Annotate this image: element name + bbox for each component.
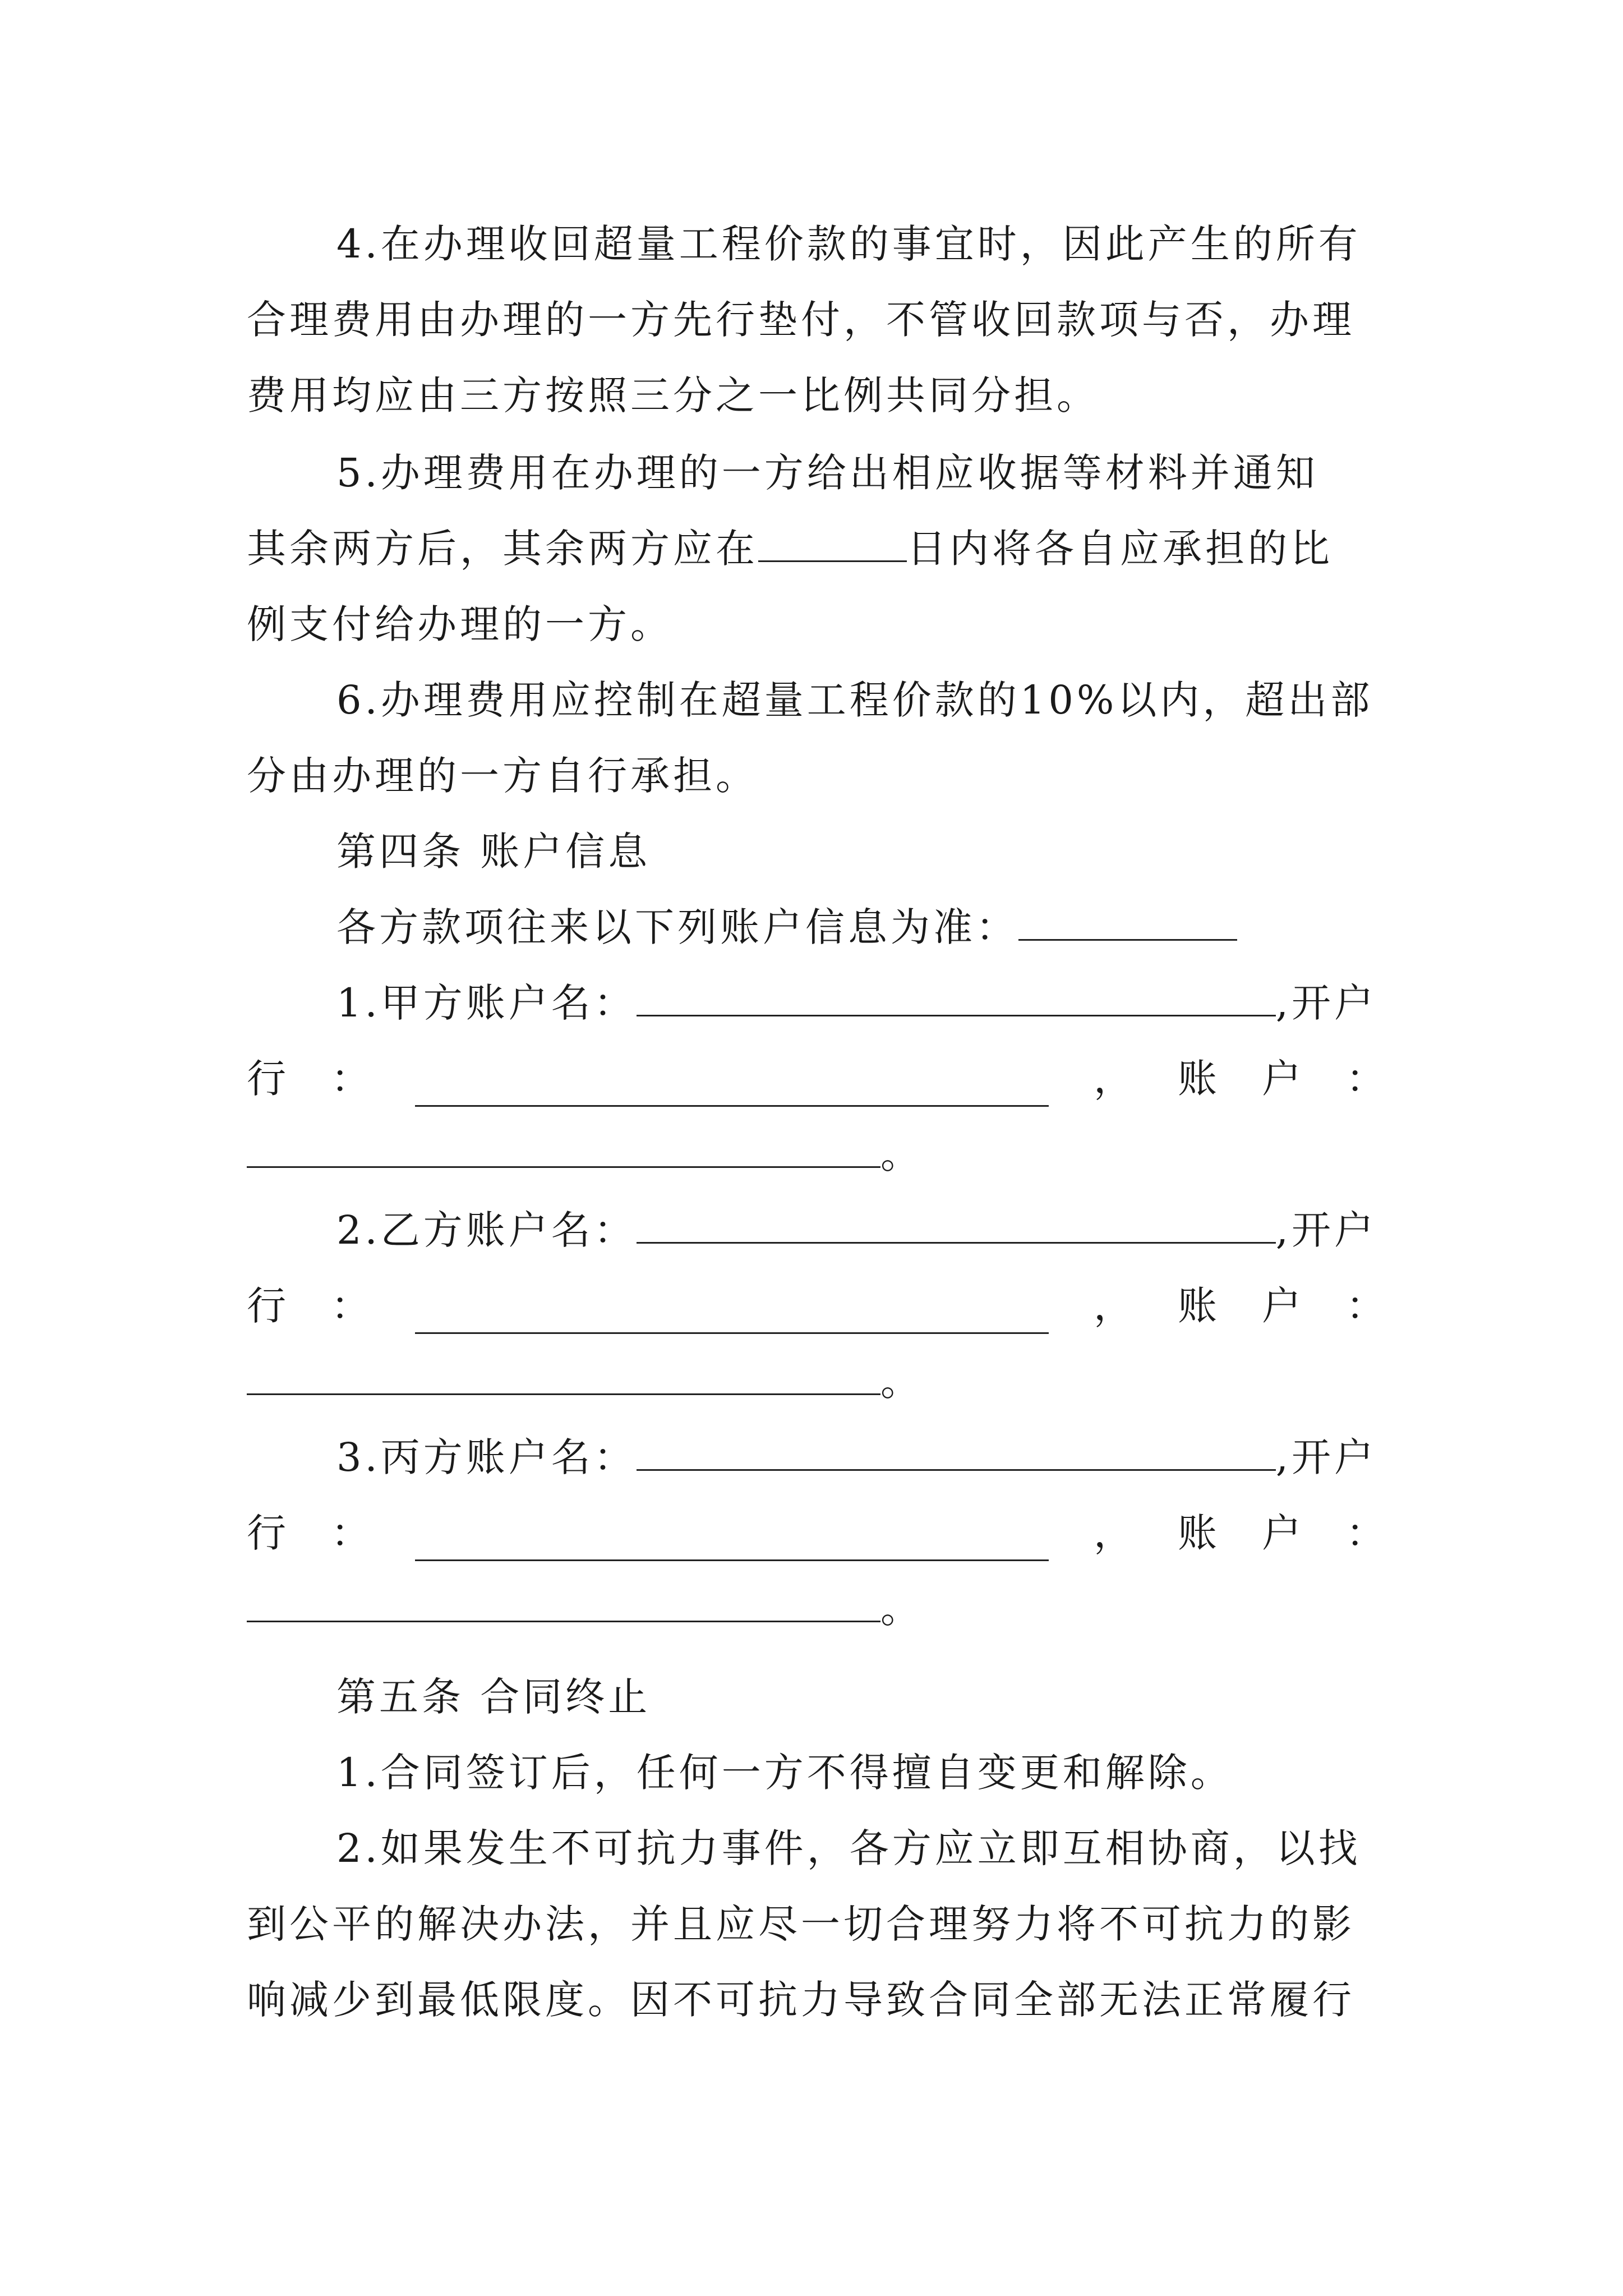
- account-1-bank-suffix: ,开户: [1275, 980, 1377, 1026]
- paragraph-4-line-3: 费用均应由三方按照三分之一比例共同分担。: [247, 372, 1099, 418]
- account-1-bank-label: 行: [247, 1056, 286, 1102]
- account-1-end: 。: [880, 1131, 923, 1177]
- paragraph-5-text-after-blank: 日内将各自应承担的比: [907, 526, 1333, 572]
- account-2-acct-colon: ：: [1346, 1283, 1385, 1329]
- account-2-name-blank: [637, 1207, 1276, 1244]
- account-3-bank-colon: ：: [331, 1510, 370, 1556]
- article-5-item-2-line-3: 响减少到最低限度。因不可抗力导致合同全部无法正常履行: [247, 1977, 1355, 2023]
- account-2-acct-label-2: 户: [1262, 1283, 1301, 1329]
- paragraph-4-line-1: 4.在办理收回超量工程价款的事宜时，因此产生的所有: [336, 221, 1361, 267]
- paragraph-4-line-2: 合理费用由办理的一方先行垫付，不管收回款项与否，办理: [247, 297, 1355, 343]
- paragraph-5-line-3: 例支付给办理的一方。: [247, 601, 673, 647]
- account-3-name-blank: [637, 1434, 1276, 1471]
- account-1-number-blank: [247, 1131, 880, 1168]
- article-5-item-2-line-2: 到公平的解决办法，并且应尽一切合理努力将不可抗力的影: [247, 1901, 1355, 1947]
- article-4-heading: 第四条 账户信息: [336, 829, 651, 875]
- account-2-name-label: 2.乙方账户名：: [336, 1207, 637, 1253]
- account-1-name-blank: [637, 980, 1276, 1016]
- account-3-end: 。: [880, 1586, 923, 1632]
- paragraph-5-line-2: [247, 521, 1385, 577]
- account-2-name-line: [336, 1202, 1385, 1258]
- account-3-acct-colon: ：: [1346, 1510, 1385, 1556]
- account-2-end: 。: [880, 1359, 923, 1405]
- article-5-item-1: 1.合同签订后，任何一方不得擅自变更和解除。: [336, 1750, 1233, 1796]
- account-3-acct-label-1: 账: [1178, 1510, 1217, 1556]
- account-2-bank-colon: ：: [331, 1283, 370, 1329]
- account-intro: [336, 899, 1385, 955]
- account-intro-blank: [1018, 904, 1237, 941]
- account-1-bank-line: [247, 1051, 1385, 1107]
- account-3-name-label: 3.丙方账户名：: [336, 1434, 637, 1480]
- paragraph-5-text-before-blank: 其余两方后，其余两方应在: [247, 526, 758, 572]
- account-1-comma: ，: [1094, 1056, 1133, 1102]
- account-1-number-line: [247, 1126, 1385, 1182]
- account-2-comma: ，: [1094, 1283, 1133, 1329]
- article-5-item-2-line-1: 2.如果发生不可抗力事件，各方应立即互相协商，以找: [336, 1825, 1361, 1871]
- account-2-number-line: [247, 1354, 1385, 1410]
- paragraph-6-line-2: 分由办理的一方自行承担。: [247, 753, 758, 799]
- account-intro-text: 各方款项往来以下列账户信息为准：: [336, 904, 1018, 950]
- account-3-number-blank: [247, 1586, 880, 1622]
- account-1-acct-label-1: 账: [1178, 1056, 1217, 1102]
- account-1-acct-colon: ：: [1346, 1056, 1385, 1102]
- paragraph-6-line-1: 6.办理费用应控制在超量工程价款的10%以内，超出部: [336, 677, 1373, 723]
- article-5-heading: 第五条 合同终止: [336, 1674, 651, 1720]
- account-2-bank-suffix: ,开户: [1275, 1207, 1377, 1253]
- account-2-bank-line: [247, 1278, 1385, 1334]
- account-3-number-line: [247, 1581, 1385, 1637]
- account-3-bank-blank: [415, 1525, 1049, 1561]
- account-1-bank-blank: [415, 1070, 1049, 1107]
- account-3-name-line: [336, 1429, 1385, 1485]
- days-blank: [758, 526, 907, 562]
- account-3-bank-suffix: ,开户: [1275, 1434, 1377, 1480]
- account-3-bank-label: 行: [247, 1510, 286, 1556]
- account-1-bank-colon: ：: [331, 1056, 370, 1102]
- account-3-comma: ，: [1094, 1510, 1133, 1556]
- account-1-name-line: [336, 975, 1385, 1031]
- account-3-bank-line: [247, 1505, 1385, 1561]
- account-2-number-blank: [247, 1359, 880, 1395]
- account-1-acct-label-2: 户: [1262, 1056, 1301, 1102]
- account-3-acct-label-2: 户: [1262, 1510, 1301, 1556]
- account-1-name-label: 1.甲方账户名：: [336, 980, 637, 1026]
- account-2-bank-blank: [415, 1297, 1049, 1334]
- account-2-bank-label: 行: [247, 1283, 286, 1329]
- paragraph-5-line-1: 5.办理费用在办理的一方给出相应收据等材料并通知: [336, 450, 1318, 496]
- account-2-acct-label-1: 账: [1178, 1283, 1217, 1329]
